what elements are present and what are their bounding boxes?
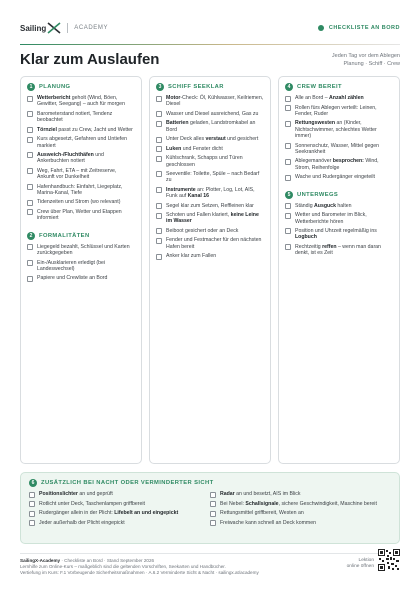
- checklist-item[interactable]: [285, 203, 393, 210]
- section-nacht: [20, 472, 400, 544]
- checkbox[interactable]: [156, 203, 162, 209]
- item-text: Wache und Rudergänger eingeteilt: [295, 174, 375, 181]
- item-text: Rettungsmittel griffbereit, Westen an: [220, 510, 304, 516]
- item-bold-text: reffen: [322, 243, 337, 250]
- logo-word: Sailing: [20, 23, 47, 33]
- checklist-item[interactable]: [29, 520, 204, 527]
- checklist-formalitaeten: [27, 244, 135, 282]
- checkbox[interactable]: [156, 146, 162, 152]
- checkbox[interactable]: [210, 520, 216, 526]
- item-text: Unter Deck alles: [166, 136, 206, 143]
- section-number: 6: [29, 479, 37, 487]
- checklist-item-text: [166, 146, 223, 152]
- footer-brand: SailingX-Academy: [20, 558, 61, 563]
- column-planung: [20, 76, 142, 464]
- header: [20, 22, 400, 40]
- checklist-item[interactable]: [27, 244, 135, 257]
- section-header-unterwegs: [285, 191, 393, 199]
- checkbox[interactable]: [285, 244, 291, 250]
- checklist-planung: [27, 95, 135, 222]
- item-text: Kurs abgesetzt, Gefahren und Untiefen markiert: [37, 136, 127, 149]
- item-text: an (Kinder, Nichtschwimmer, schlechtes Wetter immer): [295, 120, 377, 140]
- checklist-item-text: [166, 228, 238, 234]
- checklist-item[interactable]: [285, 212, 393, 225]
- checklist-item[interactable]: [285, 228, 393, 241]
- checklist-item-text: [37, 95, 135, 108]
- qr-code-icon[interactable]: [378, 549, 400, 571]
- item-bold-text: Kanal 16: [187, 193, 209, 200]
- item-text: Sonnenschutz, Wasser, Mittel gegen Seekrankheit: [295, 142, 380, 155]
- header-tag: CHECKLISTE AN BORD: [328, 25, 400, 31]
- checklist-item-text: [166, 95, 264, 108]
- item-text: Barometerstand notiert, Tendenz beobachtet: [37, 110, 113, 124]
- checkbox[interactable]: [285, 228, 291, 234]
- item-text: Liegegeld bezahlt, Schlüssel und Karten zurückgegeben: [37, 243, 130, 257]
- checklist-item[interactable]: [27, 136, 135, 149]
- checklist-item[interactable]: [285, 105, 393, 118]
- column-crew: [278, 76, 400, 464]
- checklist-nacht-left: [29, 491, 210, 529]
- item-text: an und besetzt, AIS im Blick: [234, 491, 301, 497]
- item-bold-text: Logbuch: [295, 234, 317, 241]
- checklist-item-text: [37, 209, 135, 222]
- checklist-item-text: [295, 95, 364, 101]
- checklist-item-text: [166, 136, 258, 142]
- item-text: an und geprüft: [77, 491, 113, 497]
- footer-line-3: Vertiefung im Kurs: F.1 Vorbeugende Sicherheitsmaßnahmen · A.6.2 Verminderte Sicht & Nacht · sailingx.at/academy: [20, 570, 259, 575]
- checklist-item[interactable]: [156, 136, 264, 143]
- checkbox[interactable]: [27, 168, 33, 174]
- qr-label-line-2: online öffnen: [346, 564, 374, 569]
- header-tag-group: [318, 25, 400, 31]
- checkbox[interactable]: [27, 152, 33, 158]
- footer: [20, 558, 259, 576]
- item-bold-text: Anzahl zählen: [329, 95, 364, 101]
- item-text: Rotlicht unter Deck, Taschenlampen griffbereit: [39, 500, 145, 507]
- item-bold-text: Luken: [166, 145, 182, 152]
- checkbox[interactable]: [27, 111, 33, 117]
- checkbox[interactable]: [210, 501, 216, 507]
- logo: [20, 22, 108, 34]
- checkbox[interactable]: [27, 184, 33, 190]
- checkbox[interactable]: [156, 228, 162, 234]
- item-bold-text: Positionslichter: [39, 491, 78, 497]
- checkbox[interactable]: [27, 276, 33, 282]
- item-text: Freiwache kann schnell an Deck kommen: [220, 519, 317, 526]
- checkbox[interactable]: [156, 213, 162, 219]
- checklist-item-text: [37, 260, 135, 273]
- checklist-item-text: [37, 127, 133, 133]
- checklist-schiff: [156, 95, 264, 260]
- item-text: Rechtzeitig: [295, 243, 323, 250]
- section-title: ZUSÄTZLICH BEI NACHT ODER VERMINDERTER SICHT: [41, 480, 214, 486]
- checkbox[interactable]: [156, 171, 162, 177]
- checklist-item[interactable]: [27, 111, 135, 124]
- subtitle: [332, 52, 400, 68]
- checklist-item-text: [295, 120, 393, 139]
- checkbox[interactable]: [27, 260, 33, 266]
- section-title: UNTERWEGS: [297, 191, 339, 198]
- item-bold-text: Ausguck: [314, 202, 336, 209]
- section-header-crew: [285, 83, 393, 91]
- checklist-item[interactable]: [27, 199, 135, 206]
- item-text: geholt (Wind, Böen, Gewitter, Seegang) – auch für morgen: [37, 95, 125, 108]
- qr-label: [347, 558, 374, 570]
- checklist-item-text: [166, 253, 216, 259]
- column-schiff: [149, 76, 271, 464]
- checklist-item[interactable]: [27, 152, 135, 165]
- checklist-item[interactable]: [156, 187, 264, 200]
- checkbox[interactable]: [29, 520, 35, 526]
- checklist-item-text: [39, 510, 178, 516]
- item-text: Fender und Festmacher für den nächsten Hafen bereit: [166, 237, 262, 250]
- checklist-item-text: [220, 491, 300, 497]
- checklist-item-text: [166, 237, 264, 250]
- checklist-item-text: [39, 501, 145, 507]
- logo-x-icon: [47, 22, 61, 34]
- checkbox[interactable]: [285, 96, 291, 102]
- item-text: Wasser und Diesel ausreichend, Gas zu: [166, 110, 259, 117]
- checkbox[interactable]: [156, 121, 162, 127]
- checklist-item[interactable]: [285, 244, 393, 257]
- checklist-item[interactable]: [285, 120, 393, 139]
- section-number: 3: [156, 83, 164, 91]
- item-text: Position und Uhrzeit regelmäßig ins: [295, 227, 377, 234]
- section-number: 1: [27, 83, 35, 91]
- checklist-item-text: [37, 152, 135, 165]
- checklist-item-text: [37, 168, 135, 181]
- item-bold-text: Wetterbericht: [37, 95, 71, 101]
- checklist-item-text: [166, 120, 264, 133]
- item-text: Ständig: [295, 202, 315, 209]
- checklist-item[interactable]: [29, 510, 204, 517]
- item-text: Papiere und Crewliste an Bord: [37, 275, 108, 282]
- checklist-item-text: [220, 510, 304, 516]
- checklist-item-text: [166, 171, 264, 184]
- item-text: passt zu Crew, Jacht und Wetter: [56, 126, 133, 133]
- checkbox[interactable]: [156, 187, 162, 193]
- item-text: geladen, Landstromkabel an Bord: [166, 120, 256, 133]
- checklist-item-text: [37, 199, 120, 205]
- item-bold-text: Batterien: [166, 120, 189, 127]
- checklist-item[interactable]: [29, 491, 204, 498]
- checklist-item[interactable]: [156, 253, 264, 260]
- checklist-item[interactable]: [156, 171, 264, 184]
- item-text: -Check: Öl, Kühlwasser, Keilriemen, Diesel: [166, 95, 264, 108]
- checklist-item[interactable]: [156, 237, 264, 250]
- header-divider: [20, 44, 400, 45]
- checkbox[interactable]: [285, 203, 291, 209]
- footer-divider: [20, 553, 400, 554]
- item-text: und Fenster dicht: [181, 145, 223, 152]
- item-bold-text: besprochen:: [332, 158, 364, 165]
- checklist-item-text: [37, 275, 107, 281]
- item-text: , sichere Geschwindigkeit, Maschine bereit: [278, 500, 377, 507]
- checkbox[interactable]: [29, 492, 35, 498]
- item-text: und gesichert: [225, 136, 259, 143]
- checklist-item[interactable]: [27, 209, 135, 222]
- checklist-item[interactable]: [27, 275, 135, 282]
- checklist-item[interactable]: [29, 501, 204, 508]
- checkbox[interactable]: [27, 96, 33, 102]
- subtitle-line-2: Planung · Schiff · Crew: [343, 61, 400, 67]
- checkbox[interactable]: [156, 156, 162, 162]
- section-number: 5: [285, 191, 293, 199]
- checklist-item-text: [37, 184, 135, 197]
- section-title: PLANUNG: [39, 84, 71, 90]
- item-text: Wind, Strom, Reihenfolge: [295, 158, 379, 171]
- item-bold-text: Radar: [220, 491, 235, 497]
- checklist-item[interactable]: [27, 260, 135, 273]
- item-text: Tidenzeiten und Strom (wo relevant): [37, 199, 121, 206]
- checkbox[interactable]: [156, 238, 162, 244]
- item-text: Anker klar zum Fallen: [166, 253, 217, 260]
- checkbox[interactable]: [27, 200, 33, 206]
- logo-academy: ACADEMY: [74, 25, 109, 31]
- section-number: 4: [285, 83, 293, 91]
- checklist-item[interactable]: [285, 143, 393, 156]
- item-text: halten: [335, 202, 352, 209]
- section-header-schiff: [156, 83, 264, 91]
- section-title: SCHIFF SEEKLAR: [168, 84, 224, 90]
- checkbox[interactable]: [156, 111, 162, 117]
- item-text: Crew über Plan, Wetter und Etappen informiert: [37, 208, 122, 222]
- checklist-item[interactable]: [210, 491, 385, 498]
- item-text: und Ankerbuchten notiert: [37, 151, 104, 165]
- checklist-item[interactable]: [27, 184, 135, 197]
- checklist-item[interactable]: [210, 501, 385, 508]
- item-bold-text: verstaut: [205, 136, 226, 143]
- checkbox[interactable]: [156, 254, 162, 260]
- checklist-item-text: [37, 244, 135, 257]
- item-text: Alle an Bord –: [295, 95, 330, 101]
- checkbox[interactable]: [285, 213, 291, 219]
- footer-line-1-rest: · Checkliste an Bord · Stand September 2026: [60, 558, 155, 563]
- checklist-item-text: [37, 136, 135, 149]
- item-text: Ablegemanöver: [295, 158, 333, 165]
- checklist-item-text: [220, 520, 316, 526]
- checklist-item-text: [166, 187, 264, 200]
- checklist-item[interactable]: [285, 95, 393, 102]
- logo-divider: [67, 23, 68, 33]
- item-text: Schoten und Fallen klariert,: [166, 212, 231, 219]
- checklist-item[interactable]: [285, 174, 393, 181]
- item-text: Hafenhandbuch: Einfahrt, Liegeplatz, Marina-Kanal, Tiefe: [37, 183, 123, 196]
- item-bold-text: Instrumente: [166, 186, 196, 193]
- footer-line-2: Lernhilfe zum Online-Kurs – maßgeblich sind die geltenden Vorschriften, Seekarten und Handbücher.: [20, 564, 226, 569]
- checkbox[interactable]: [285, 175, 291, 181]
- page-title: Klar zum Auslaufen: [20, 51, 160, 68]
- item-text: – wenn man daran denkt, ist es Zeit: [295, 243, 381, 257]
- checklist-item[interactable]: [285, 158, 393, 171]
- checkbox[interactable]: [285, 143, 291, 149]
- item-bold-text: Rettungswesten: [295, 120, 336, 127]
- item-text: Jeder außerhalb der Plicht eingepickt: [39, 519, 125, 526]
- checkbox[interactable]: [210, 492, 216, 498]
- checkbox[interactable]: [285, 105, 291, 111]
- checkbox[interactable]: [29, 511, 35, 517]
- checklist-item[interactable]: [156, 95, 264, 108]
- item-text: Seeventile: Toilette, Spüle – nach Bedarf zu: [166, 170, 260, 184]
- item-text: Rollen fürs Ablegen verteilt: Leinen, Fender, Ruder: [295, 104, 377, 117]
- checklist-item-text: [166, 212, 264, 225]
- checkbox[interactable]: [285, 159, 291, 165]
- checklist-item[interactable]: [156, 146, 264, 153]
- item-text: Kühlschrank, Schapps und Türen geschlossen: [166, 155, 243, 168]
- checklist-item[interactable]: [156, 212, 264, 225]
- section-header-nacht: [29, 479, 391, 487]
- checklist-item[interactable]: [156, 111, 264, 118]
- checklist-item-text: [295, 105, 393, 118]
- item-text: Ein-/Ausklarieren erledigt (bei Landeswechsel): [37, 259, 106, 272]
- item-text: Beiboot gesichert oder an Deck: [166, 227, 239, 234]
- checklist-item[interactable]: [156, 155, 264, 168]
- checklist-item[interactable]: [210, 520, 385, 527]
- item-bold-text: Lifebelt an und eingepickt: [114, 510, 179, 516]
- checkbox[interactable]: [27, 137, 33, 143]
- checklist-item-text: [39, 491, 113, 497]
- checklist-item-text: [166, 111, 258, 117]
- checklist-nacht-right: [210, 491, 391, 529]
- checklist-item-text: [220, 501, 377, 507]
- subtitle-line-1: Jeden Tag vor dem Ablegen: [331, 53, 400, 59]
- item-bold-text: Motor: [166, 95, 181, 101]
- checklist-unterwegs: [285, 203, 393, 257]
- checklist-item-text: [39, 520, 125, 526]
- section-title: FORMALITÄTEN: [39, 232, 90, 239]
- section-number: 2: [27, 232, 35, 240]
- checklist-item-text: [295, 203, 352, 209]
- item-text: Wetter und Barometer im Blick, Wetterberichte hören: [295, 212, 367, 225]
- checkbox[interactable]: [156, 96, 162, 102]
- item-text: Bei Nebel:: [220, 500, 246, 507]
- checklist-item[interactable]: [210, 510, 385, 517]
- checklist-item-text: [295, 244, 393, 257]
- item-text: Rudergänger allein in der Plicht:: [39, 510, 115, 516]
- section-header-formalitaeten: [27, 232, 135, 240]
- item-bold-text: keine Leine im Wasser: [166, 212, 259, 225]
- section-header-planung: [27, 83, 135, 91]
- item-text: Weg, Fahrt, ETA – mit Zeitreserve, Ankunft vor Dunkelheit: [37, 167, 117, 181]
- checklist-item[interactable]: [156, 228, 264, 235]
- checkbox[interactable]: [27, 244, 33, 250]
- status-dot-icon: [318, 25, 324, 31]
- checkbox[interactable]: [156, 137, 162, 143]
- section-title: CREW BEREIT: [297, 84, 342, 90]
- item-text: an: Plotter, Log, Lot, AIS, Funk auf: [166, 186, 255, 200]
- checkbox[interactable]: [210, 511, 216, 517]
- checklist-item-text: [295, 174, 375, 180]
- checklist-item-text: [166, 155, 264, 168]
- checklist-item-text: [295, 143, 393, 156]
- checklist-crew: [285, 95, 393, 181]
- checkbox[interactable]: [285, 121, 291, 127]
- checklist-item[interactable]: [27, 168, 135, 181]
- checklist-item[interactable]: [156, 120, 264, 133]
- checklist-item[interactable]: [27, 127, 135, 134]
- checklist-item[interactable]: [27, 95, 135, 108]
- checklist-item-text: [295, 158, 393, 171]
- item-bold-text: Törnziel: [37, 126, 57, 133]
- qr-label-line-1: Lektion: [358, 558, 374, 563]
- checklist-item-text: [295, 212, 393, 225]
- checkbox[interactable]: [29, 501, 35, 507]
- item-bold-text: Ausweich-/Fluchthäfen: [37, 151, 94, 158]
- checklist-item-text: [166, 203, 254, 209]
- checklist-item-text: [295, 228, 393, 241]
- checkbox[interactable]: [27, 209, 33, 215]
- checklist-item[interactable]: [156, 203, 264, 210]
- item-bold-text: Schallsignale: [245, 500, 279, 507]
- checkbox[interactable]: [27, 127, 33, 133]
- item-text: Segel klar zum Setzen, Reffleinen klar: [166, 202, 254, 209]
- checklist-item-text: [37, 111, 135, 124]
